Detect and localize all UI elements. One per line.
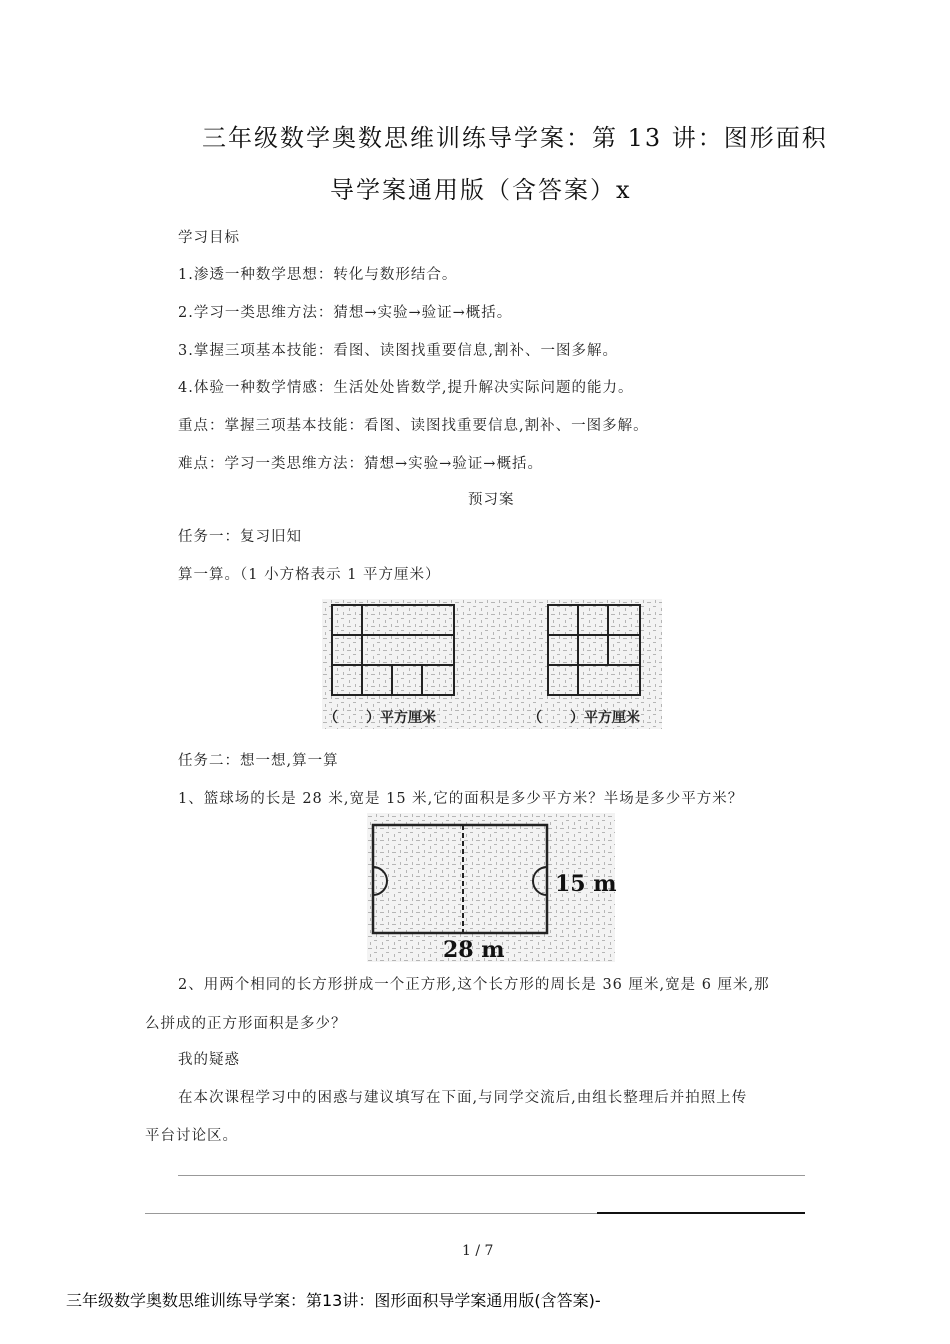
writing-line: [178, 1175, 805, 1176]
doubts-text-line-2: 平台讨论区。: [145, 1128, 238, 1144]
fig1-right-label: （ ）平方厘米: [528, 710, 640, 726]
goal-item: 3.掌握三项基本技能：看图、读图找重要信息,割补、一图多解。: [178, 343, 618, 359]
grid-shapes-figure: [322, 599, 662, 729]
task1-heading: 任务一：复习旧知: [178, 529, 302, 545]
goals-heading: 学习目标: [178, 230, 240, 246]
question-2-line-2: 么拼成的正方形面积是多少？: [145, 1016, 347, 1032]
goal-item: 1.渗透一种数学思想：转化与数形结合。: [178, 267, 458, 283]
doubts-text-line-1: 在本次课程学习中的困惑与建议填写在下面,与同学交流后,由组长整理后并拍照上传: [178, 1090, 748, 1106]
goal-item: 2.学习一类思维方法：猜想→实验→验证→概括。: [178, 305, 513, 321]
task1-instruction: 算一算。（1 小方格表示 1 平方厘米）: [178, 567, 441, 583]
question-2-line-1: 2、用两个相同的长方形拼成一个正方形,这个长方形的周长是 36 厘米,宽是 6 厘米,那: [178, 977, 770, 993]
key-point: 重点：掌握三项基本技能：看图、读图找重要信息,割补、一图多解。: [178, 418, 649, 434]
basketball-court-figure: [367, 813, 615, 962]
fig1-left-label: （ ）平方厘米: [324, 710, 436, 726]
document-title-line-1: 三年级数学奥数思维训练导学案：第 13 讲：图形面积: [202, 124, 828, 152]
preview-heading: 预习案: [468, 492, 515, 508]
question-1: 1、篮球场的长是 28 米,宽是 15 米,它的面积是多少平方米？半场是多少平方米？: [178, 791, 744, 807]
page-number: 1 / 7: [462, 1243, 494, 1259]
task2-heading: 任务二：想一想,算一算: [178, 753, 339, 769]
doubts-heading: 我的疑惑: [178, 1052, 240, 1068]
court-length-label: 28 m: [443, 937, 505, 963]
difficult-point: 难点：学习一类思维方法：猜想→实验→验证→概括。: [178, 456, 543, 472]
court-width-label: 15 m: [555, 871, 617, 897]
footer-title: 三年级数学奥数思维训练导学案：第13讲：图形面积导学案通用版(含答案)-: [66, 1291, 601, 1310]
goal-item: 4.体验一种数学情感：生活处处皆数学,提升解决实际问题的能力。: [178, 380, 634, 396]
writing-line: [597, 1212, 805, 1214]
document-title-line-2: 导学案通用版（含答案）x: [330, 176, 632, 204]
writing-line: [145, 1213, 597, 1214]
